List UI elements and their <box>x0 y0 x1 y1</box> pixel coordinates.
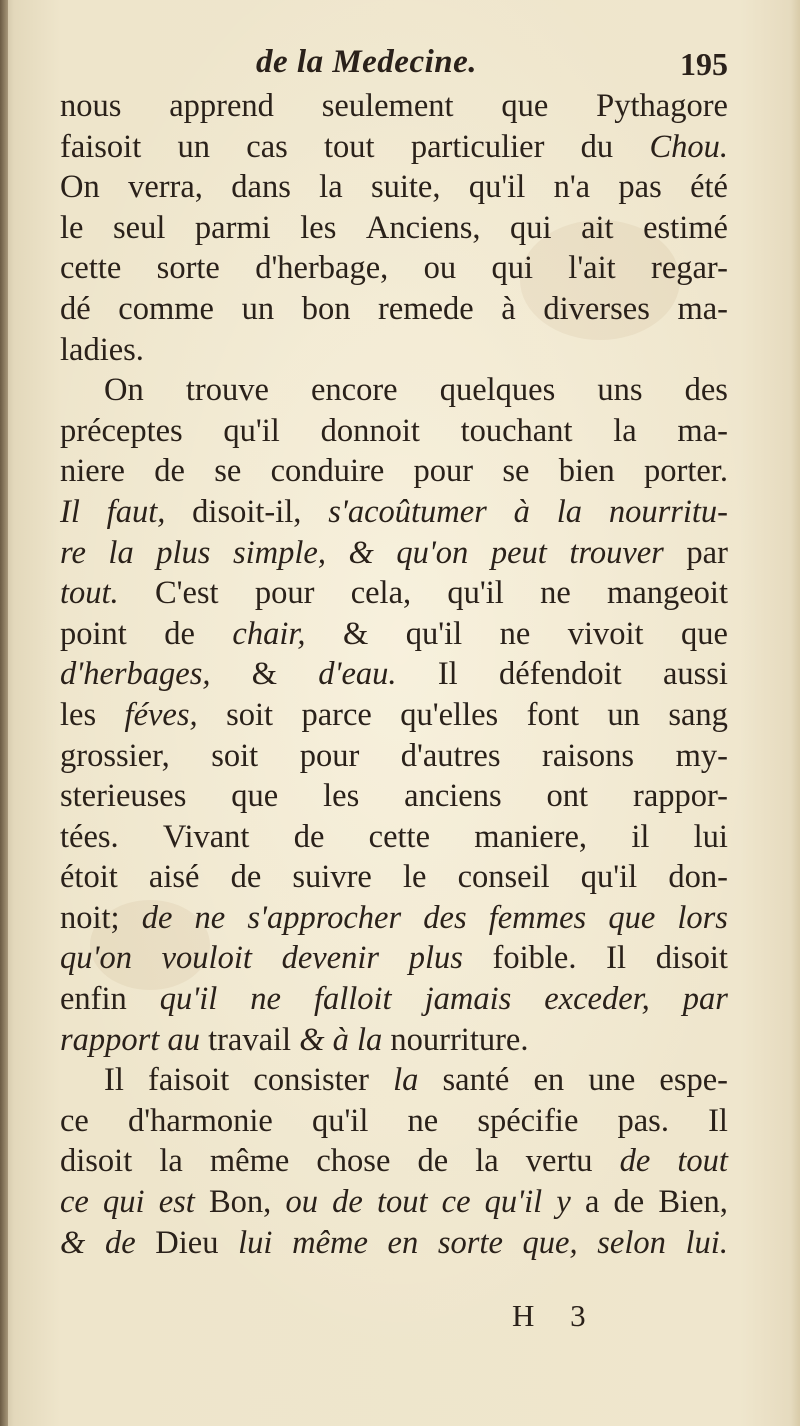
text-word: des <box>423 899 467 936</box>
text-word: d'eau. <box>318 656 397 693</box>
text-word: que, <box>522 1224 578 1261</box>
text-word: ladies. <box>60 331 144 368</box>
text-word: au <box>167 1021 200 1058</box>
text-word: de <box>141 899 173 936</box>
text-word: un <box>177 128 210 165</box>
body-text <box>60 86 728 1263</box>
text-word: Vivant <box>162 818 250 855</box>
text-word: devenir <box>281 940 380 977</box>
text-word: qu'elles <box>400 696 499 733</box>
text-word: un <box>607 696 640 733</box>
text-line <box>60 208 728 249</box>
text-word: que <box>501 88 549 124</box>
text-word: raisons <box>542 737 635 774</box>
text-word: encore <box>310 372 398 409</box>
text-word: sterieuses <box>60 778 187 815</box>
text-line <box>60 938 728 979</box>
page-number: 195 <box>680 46 728 82</box>
text-line <box>60 330 728 371</box>
text-word: tout <box>376 1184 428 1221</box>
text-word: d'autres <box>400 737 501 774</box>
text-line <box>60 736 728 777</box>
text-line <box>60 1020 728 1061</box>
text-word: uns <box>597 372 643 409</box>
text-word: ce <box>441 1184 471 1221</box>
text-word: ne <box>250 981 281 1018</box>
text-word: se <box>214 453 242 490</box>
text-word: dans <box>231 169 291 206</box>
text-word: diverses <box>543 290 650 327</box>
text-line <box>60 248 728 289</box>
text-line <box>60 979 728 1020</box>
text-word: selon <box>597 1224 666 1261</box>
text-word: On <box>60 169 100 206</box>
text-line <box>60 654 728 695</box>
text-word: faut, <box>106 493 166 530</box>
text-word: vertu <box>525 1143 593 1180</box>
text-word: qui <box>510 209 552 246</box>
text-word: ne <box>499 615 531 652</box>
text-word: soit <box>211 737 259 774</box>
text-line <box>60 1223 728 1264</box>
text-word: n'a <box>553 169 591 206</box>
text-word: a <box>584 1184 600 1221</box>
text-word: tout. <box>60 575 119 612</box>
text-line <box>60 411 728 452</box>
text-word: rappor- <box>633 778 728 815</box>
text-word: par <box>686 534 728 571</box>
text-word: sang <box>668 696 728 733</box>
text-word: Il <box>104 1062 124 1099</box>
text-word: apprend <box>169 88 274 124</box>
text-line <box>60 614 728 655</box>
text-word: seul <box>113 209 166 246</box>
text-line <box>60 289 728 330</box>
text-word: point <box>60 615 127 652</box>
text-word: & <box>342 615 369 652</box>
text-word: don- <box>668 859 728 896</box>
text-word: comme <box>118 290 214 327</box>
text-line <box>60 776 728 817</box>
text-word: noit; <box>60 899 120 936</box>
text-word: spécifie <box>477 1102 579 1139</box>
text-word: la <box>393 1062 419 1099</box>
text-word: qu'il <box>311 1102 369 1139</box>
text-word: tout <box>324 128 375 165</box>
text-word: pas. <box>617 1102 669 1139</box>
text-word: lui <box>238 1224 273 1261</box>
text-word: qui <box>491 250 533 287</box>
text-line <box>60 451 728 492</box>
text-word: le <box>402 859 427 896</box>
text-word: vouloit <box>161 940 252 977</box>
text-word: est <box>158 1184 195 1221</box>
text-word: Pythagore <box>596 88 728 124</box>
text-word: faisoit <box>60 128 142 165</box>
text-word: ne <box>194 899 226 936</box>
text-word: C'est <box>154 575 219 612</box>
text-word: re <box>60 534 86 571</box>
text-word: parmi <box>194 209 271 246</box>
text-word: cette <box>368 818 430 855</box>
text-word: de <box>293 818 325 855</box>
text-word: font <box>526 696 579 733</box>
text-word: lui <box>693 818 728 855</box>
text-word: Bon, <box>208 1184 272 1221</box>
running-head <box>60 40 728 86</box>
text-word: plus <box>408 940 463 977</box>
text-word: exceder, <box>544 981 650 1018</box>
text-word: remede <box>378 290 474 327</box>
text-word: l'ait <box>568 250 616 287</box>
text-word: les <box>300 209 337 246</box>
text-word: simple, <box>232 534 326 571</box>
text-word: estimé <box>643 209 728 246</box>
text-word: qu'il <box>447 575 504 612</box>
text-word: qu'il <box>159 981 218 1018</box>
text-word: quelques <box>439 372 556 409</box>
text-word: rapport <box>60 1021 160 1058</box>
text-word: bien <box>558 453 615 490</box>
text-word: défendoit <box>498 656 622 693</box>
text-word: lui. <box>685 1224 728 1261</box>
text-word: s'approcher <box>247 899 402 936</box>
signature-mark: H 3 <box>512 1298 600 1333</box>
text-word: anciens <box>404 778 502 815</box>
text-word: suite, <box>370 169 441 206</box>
text-word: la <box>613 412 637 449</box>
text-word: mangeoit <box>607 575 728 612</box>
text-word: ont <box>546 778 589 815</box>
text-word: ne <box>407 1102 439 1139</box>
text-word: aisé <box>148 859 200 896</box>
text-word: qu'il <box>468 169 526 206</box>
text-line <box>60 167 728 208</box>
text-word: femmes <box>488 899 587 936</box>
text-word: Anciens, <box>365 209 481 246</box>
text-word: dé <box>60 290 91 327</box>
text-word: qu'on <box>396 534 469 571</box>
text-line <box>60 1101 728 1142</box>
text-word: particulier <box>410 128 545 165</box>
text-line <box>60 1182 728 1223</box>
text-word: qu'il <box>405 615 463 652</box>
text-word: de <box>164 615 195 652</box>
text-word: étoit <box>60 859 118 896</box>
text-word: que <box>231 778 279 815</box>
text-word: trouver <box>569 534 664 571</box>
text-word: ne <box>540 575 571 612</box>
text-word: vivoit <box>567 615 644 652</box>
text-word: pas <box>618 169 662 206</box>
text-word: espe- <box>659 1062 728 1099</box>
text-word: consister <box>253 1062 369 1099</box>
text-word: la <box>319 169 343 206</box>
text-word: santé <box>442 1062 510 1099</box>
text-word: la <box>475 1143 499 1180</box>
text-word: suivre <box>292 859 372 896</box>
text-word: un <box>241 290 275 327</box>
text-word: une <box>588 1062 636 1099</box>
text-word: ou <box>285 1184 318 1221</box>
text-word: maniere, <box>474 818 588 855</box>
text-word: touchant <box>460 412 573 449</box>
text-word: peut <box>490 534 547 571</box>
text-line <box>60 86 728 127</box>
text-word: enfin <box>60 981 127 1018</box>
text-word: y <box>556 1184 571 1221</box>
text-word: sorte <box>437 1224 503 1261</box>
book-spine-shadow <box>0 0 8 1426</box>
text-word: Il <box>60 493 80 530</box>
text-word: d'harmonie <box>127 1102 273 1139</box>
text-word: de <box>104 1224 136 1261</box>
text-word: la <box>108 534 134 571</box>
text-word: bon <box>301 290 351 327</box>
text-word: ma- <box>677 412 728 449</box>
text-word: disoit <box>655 940 728 977</box>
text-word: conduire <box>270 453 385 490</box>
text-word: conseil <box>457 859 550 896</box>
text-word: pour <box>299 737 360 774</box>
text-word: ce <box>60 1102 89 1139</box>
text-word: à <box>513 493 530 530</box>
text-word: qu'il <box>580 859 638 896</box>
text-word: les <box>323 778 360 815</box>
text-word: qui <box>103 1184 145 1221</box>
text-word: Chou. <box>649 128 728 165</box>
text-word: travail <box>208 1021 292 1058</box>
text-line <box>60 492 728 533</box>
text-word: cette <box>60 250 122 287</box>
text-word: tout <box>677 1143 728 1180</box>
text-word: verra, <box>128 169 203 206</box>
text-word: foible. <box>492 940 577 977</box>
text-word: du <box>580 128 614 165</box>
text-word: Il <box>606 940 627 977</box>
text-line <box>60 1141 728 1182</box>
text-word: & <box>299 1021 325 1058</box>
text-word: d'herbages, <box>60 656 211 693</box>
text-word: porter. <box>644 453 728 490</box>
text-word: ou <box>423 250 457 287</box>
text-word: en <box>533 1062 565 1099</box>
text-word: de <box>613 1184 645 1221</box>
text-word: d'herbage, <box>255 250 389 287</box>
text-word: de <box>230 859 262 896</box>
text-word: même <box>209 1143 290 1180</box>
text-word: & <box>348 534 374 571</box>
text-word: par <box>682 981 728 1018</box>
text-line <box>60 127 728 168</box>
text-word: que <box>681 615 728 652</box>
text-word: disoit <box>60 1143 133 1180</box>
text-word: la <box>159 1143 183 1180</box>
text-word: & <box>251 656 278 693</box>
text-word: été <box>690 169 728 206</box>
text-word: sorte <box>156 250 220 287</box>
text-word: Bien, <box>658 1184 728 1221</box>
text-word: des <box>684 372 728 409</box>
text-line <box>60 857 728 898</box>
text-word: féves, <box>124 696 198 733</box>
text-word: & <box>60 1224 86 1261</box>
text-word: les <box>60 696 97 733</box>
text-word: chair, <box>232 615 306 652</box>
text-word: nourriture. <box>390 1021 529 1058</box>
text-word: de <box>619 1143 651 1180</box>
text-word: lors <box>677 899 728 936</box>
text-word: niere <box>60 453 125 490</box>
text-line <box>60 695 728 736</box>
text-line <box>60 1060 728 1101</box>
text-word: la <box>357 1021 383 1058</box>
text-word: se <box>502 453 530 490</box>
text-word: à <box>332 1021 349 1058</box>
text-word: donnoit <box>320 412 420 449</box>
text-word: cas <box>246 128 288 165</box>
text-word: qu'il <box>223 412 280 449</box>
text-word: de <box>332 1184 363 1221</box>
text-word: chose <box>316 1143 391 1180</box>
text-word: jamais <box>424 981 512 1018</box>
text-word: Il <box>437 656 458 693</box>
text-line <box>60 898 728 939</box>
text-word: Il <box>708 1102 728 1139</box>
text-word: ma- <box>677 290 728 327</box>
text-word: ce <box>60 1184 89 1221</box>
text-word: On <box>104 372 144 409</box>
text-word: nourritu- <box>608 493 728 530</box>
text-word: il <box>631 818 650 855</box>
text-word: de <box>154 453 185 490</box>
text-word: cela, <box>350 575 412 612</box>
running-title: de la Medecine. <box>256 44 478 80</box>
text-word: grossier, <box>60 737 170 774</box>
text-word: s'acoûtumer <box>328 493 487 530</box>
text-word: faisoit <box>148 1062 230 1099</box>
text-word: le <box>60 209 84 246</box>
text-word: tées. <box>60 818 119 855</box>
text-word: parce <box>301 696 372 733</box>
text-word: plus <box>156 534 211 571</box>
text-word: préceptes <box>60 412 183 449</box>
text-line <box>60 370 728 411</box>
text-line <box>60 817 728 858</box>
text-word: que <box>608 899 656 936</box>
text-word: trouve <box>185 372 269 409</box>
text-word: disoit-il, <box>192 493 302 530</box>
text-word: aussi <box>662 656 728 693</box>
text-word: regar- <box>651 250 728 287</box>
text-word: qu'il <box>484 1184 543 1221</box>
text-word: seulement <box>321 88 454 124</box>
text-word: pour <box>254 575 315 612</box>
text-word: en <box>387 1224 419 1261</box>
text-line <box>60 533 728 574</box>
text-word: même <box>292 1224 368 1261</box>
text-word: falloit <box>313 981 392 1018</box>
text-word: nous <box>60 88 122 124</box>
text-word: pour <box>413 453 474 490</box>
text-word: soit <box>226 696 274 733</box>
text-word: ait <box>581 209 614 246</box>
text-word: my- <box>675 737 728 774</box>
text-word: Dieu <box>155 1224 219 1261</box>
text-word: à <box>501 290 516 327</box>
text-line <box>60 573 728 614</box>
text-word: de <box>417 1143 449 1180</box>
text-word: la <box>556 493 582 530</box>
text-word: qu'on <box>60 940 132 977</box>
